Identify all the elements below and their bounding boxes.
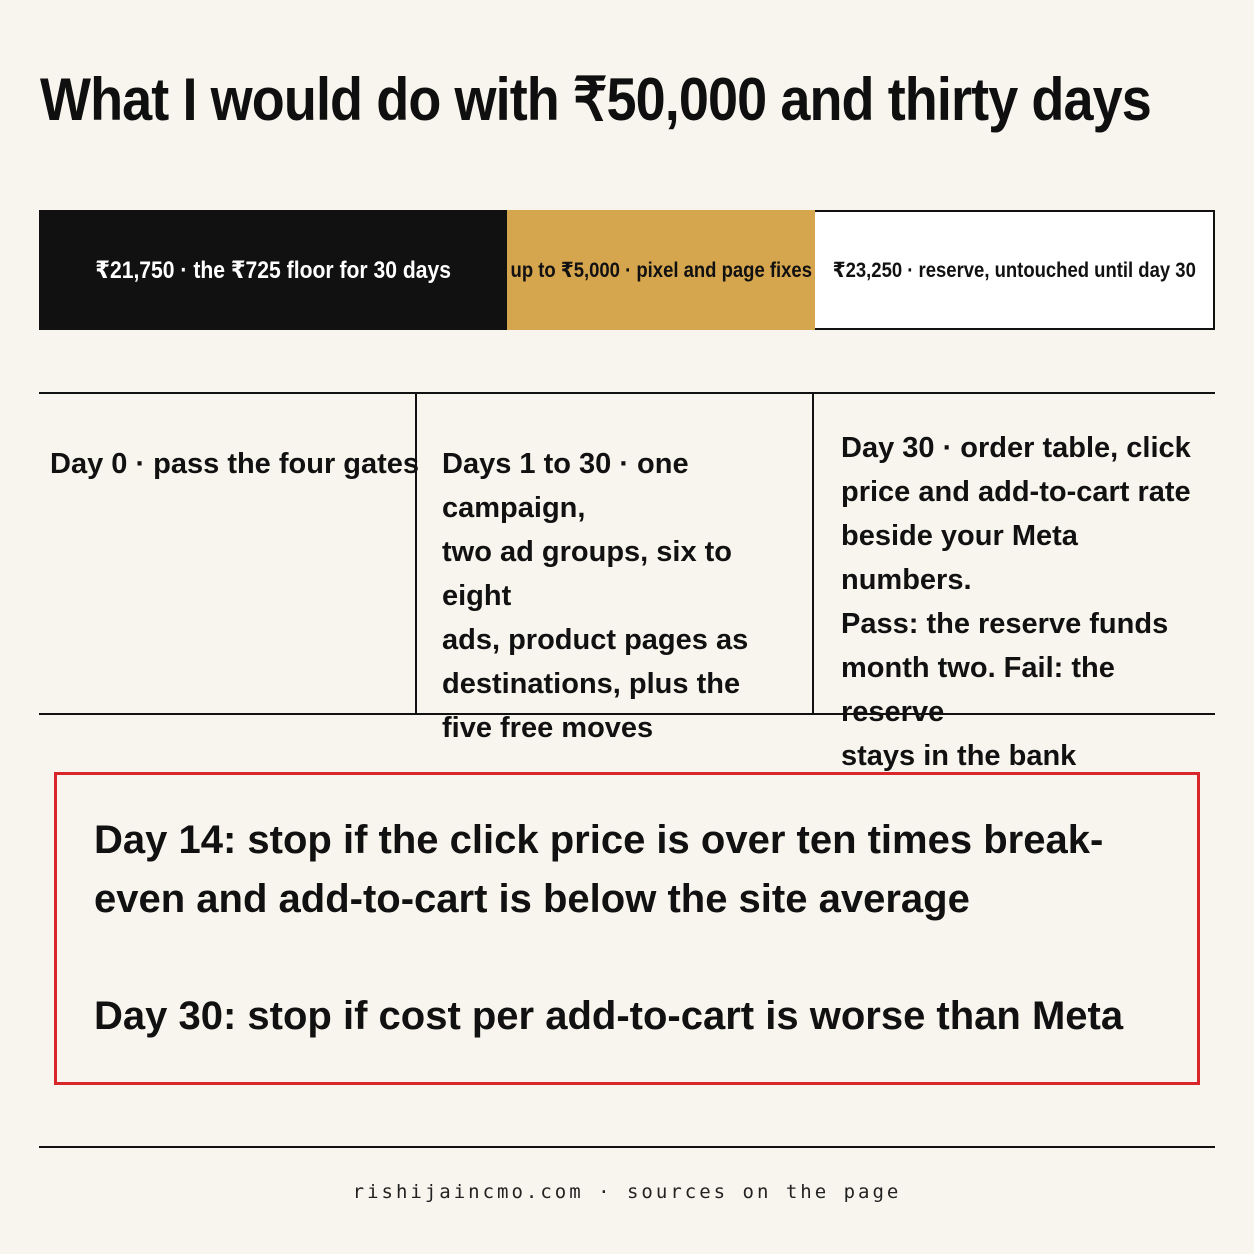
timeline-line: price and add-to-cart rate (841, 476, 1191, 508)
stop-rule-day-14: Day 14: stop if the click price is over ten times break-even and add-to-cart is below the site average (94, 818, 1104, 921)
budget-segment-floor (39, 210, 507, 330)
budget-segment-fixes (507, 210, 815, 330)
timeline-line: Pass: the reserve funds (841, 608, 1169, 640)
timeline-line: five free moves (442, 712, 654, 744)
budget-split-bar (39, 210, 1215, 330)
budget-floor-label: ₹21,750 · the ₹725 floor for 30 days (95, 256, 451, 284)
timeline-line: Day 30 · order table, click (841, 432, 1191, 464)
footer-credit: rishijaincmo.com · sources on the page (352, 1181, 902, 1203)
timeline-days-1-to-30 (417, 394, 814, 744)
timeline-line: month two. Fail: the reserve (841, 652, 1115, 728)
page-title: What I would do with ₹50,000 and thirty days (40, 66, 1151, 133)
timeline-line: ads, product pages as (442, 624, 749, 656)
budget-reserve-label: ₹23,250 · reserve, untouched until day 30 (832, 258, 1196, 282)
stop-rules-box (54, 772, 1200, 1085)
timeline-line: two ad groups, six to eight (442, 536, 733, 612)
timeline-table (39, 392, 1215, 772)
timeline-day-30 (814, 394, 1215, 772)
timeline-line: beside your Meta numbers. (841, 520, 1078, 596)
timeline-day-0 (39, 394, 420, 713)
stop-rule-day-30: Day 30: stop if cost per add-to-cart is worse than Meta (94, 994, 1124, 1038)
footer-divider (39, 1146, 1215, 1148)
timeline-line: Days 1 to 30 · one campaign, (442, 448, 689, 524)
timeline-line: destinations, plus the (442, 668, 741, 700)
budget-segment-reserve (815, 210, 1215, 330)
budget-fixes-label: up to ₹5,000 · pixel and page fixes (510, 258, 812, 282)
timeline-line: Day 0 · pass the four gates (50, 448, 420, 480)
timeline-line: stays in the bank (841, 740, 1077, 772)
